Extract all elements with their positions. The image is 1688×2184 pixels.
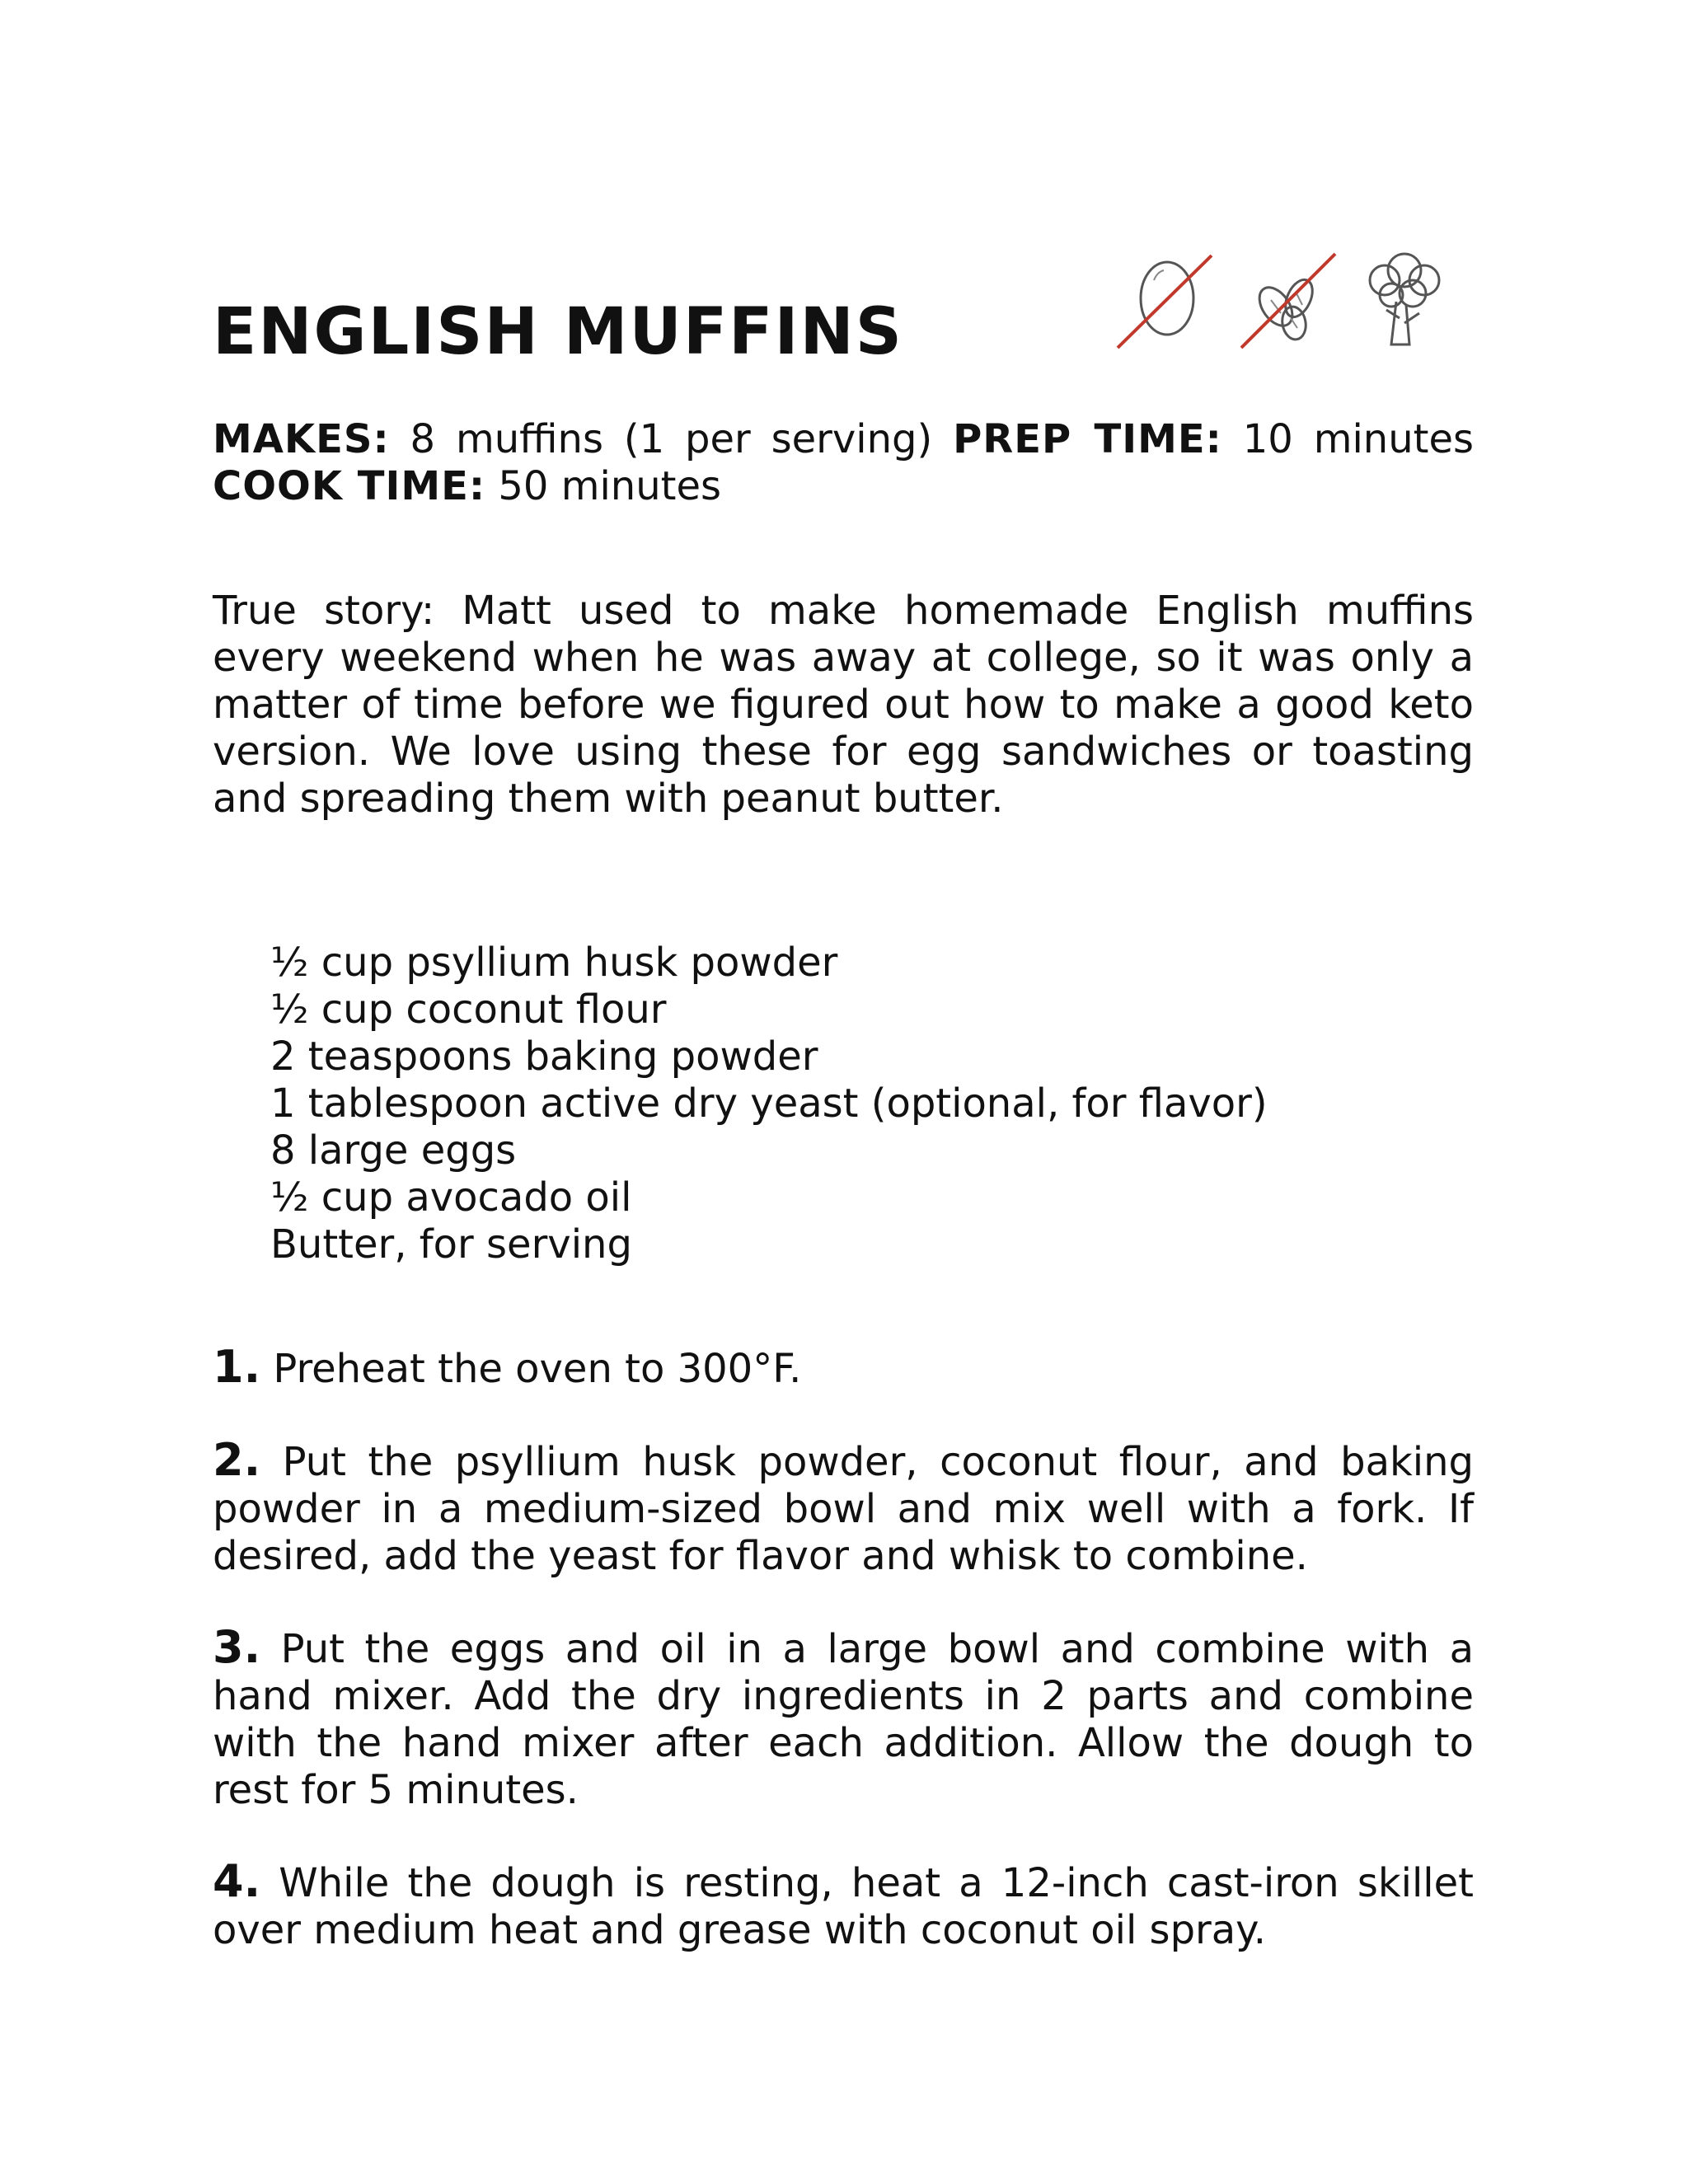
step-item [213,1436,1474,1580]
step-number: 4. [213,1855,261,1907]
nut-free-icon [1235,247,1342,354]
step-text: Put the psyllium husk powder, coconut flour, and baking powder in a medium-sized bowl and mix well with a fork. If desired, add the yeast for flavor and whisk to combine. [213,1439,1474,1579]
diet-icons [905,247,1465,354]
cook-value: 50 minutes [498,463,721,509]
recipe-title: ENGLISH MUFFINS [213,295,903,369]
step-text: Preheat the oven to 300°F. [273,1346,802,1392]
ingredient-item: ½ cup coconut flour [270,987,667,1033]
ingredient-list [270,940,1268,1268]
cook-label: COOK TIME: [213,463,486,509]
ingredient-item: ½ cup avocado oil [270,1174,632,1221]
intro-paragraph: True story: Matt used to make homemade English muffins every weekend when he was away at college, so it was only a matter of time before we figured out how to make a good keto version. We love using these for egg sandwiches or toasting and spreading them with peanut butter. [213,588,1474,822]
prep-value: 10 minutes [1242,416,1475,462]
ingredient-item: 2 teaspoons baking powder [270,1033,818,1080]
step-text: While the dough is resting, heat a 12-inch cast-iron skillet over medium heat and grease with coconut oil spray. [213,1860,1474,1953]
ingredient-item: 1 tablespoon active dry yeast (optional, for flavor) [270,1080,1268,1127]
nut-cross-line [1241,254,1335,348]
step-list [213,1343,1474,1998]
step-text: Put the eggs and oil in a large bowl and combine with a hand mixer. Add the dry ingredients in 2 parts and combine with the hand mixer after each addition. Allow the dough to rest for 5 minutes. [213,1626,1474,1813]
ingredient-item: Butter, for serving [270,1221,632,1268]
makes-label: MAKES: [213,416,390,462]
prep-label: PREP TIME: [953,416,1222,462]
vegetable-icon [1350,247,1457,354]
step-number: 1. [213,1341,261,1393]
makes-value: 8 muffins (1 per serving) [410,416,933,462]
recipe-meta [213,416,1474,510]
ingredient-item: ½ cup psyllium husk powder [270,940,838,986]
step-item [213,1855,1474,1954]
step-number: 2. [213,1434,261,1486]
step-number: 3. [213,1621,261,1673]
step-item [213,1343,1474,1393]
ingredient-item: 8 large eggs [270,1127,517,1174]
step-item [213,1621,1474,1814]
title-row [213,247,1474,371]
egg-free-icon [1111,247,1218,354]
